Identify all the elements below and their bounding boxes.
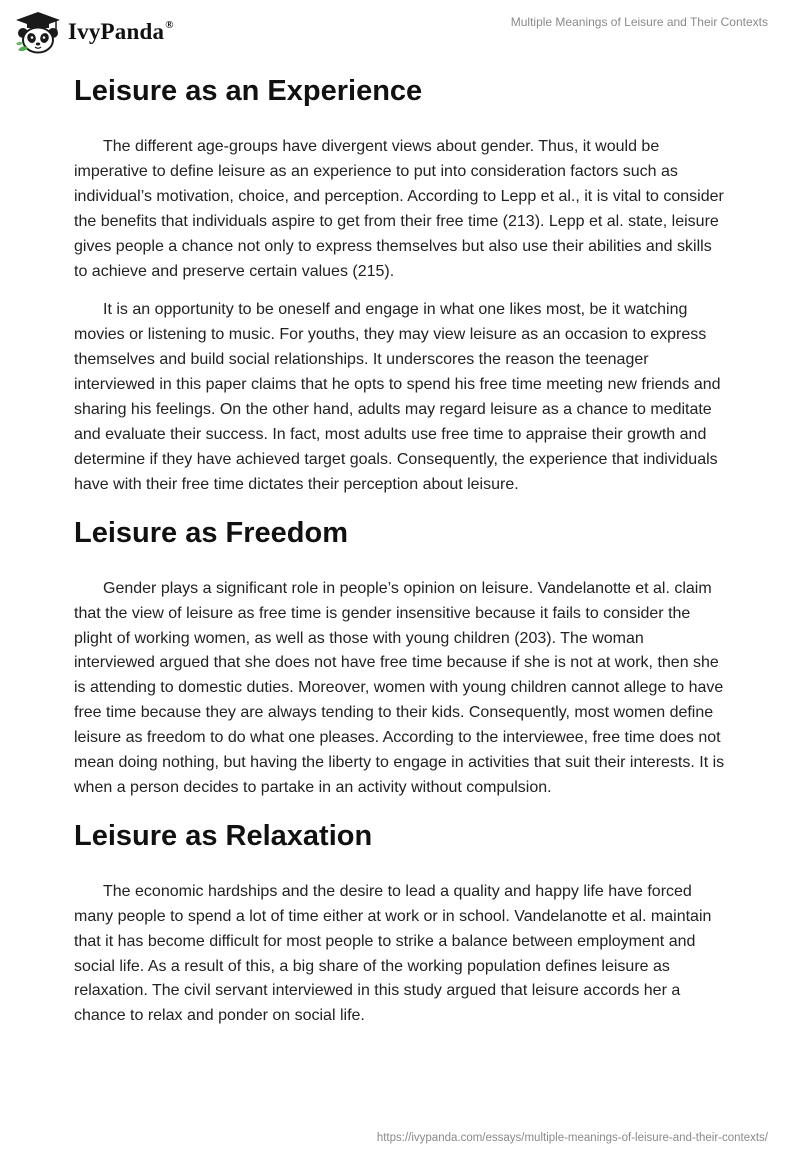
section-freedom: [74, 514, 728, 801]
section-heading: Leisure as an Experience: [74, 75, 423, 107]
paragraph: It is an opportunity to be oneself and engage in what one likes most, be it watching movies or listening to music. For youths, they may view leisure as an occasion to express themselves and build social relationships. It underscores the reason the teenager interviewed in this paper claims that he opts to spend his free time meeting new friends and sharing his feelings. On the other hand, adults may regard leisure as a chance to meditate and evaluate their success. In fact, most adults use free time to appraise their growth and determine if they have achieved target goals. Consequently, the experience that individuals have with their free time dictates their perception about leisure.: [74, 301, 721, 493]
paragraph: The different age-groups have divergent views about gender. Thus, it would be imperative to define leisure as an experience to put into consideration factors such as individual’s motivation, choice, and perception. According to Lepp et al., it is vital to consider the benefits that individuals aspire to get from their free time (213). Lepp et al. state, leisure gives people a chance not only to express themselves but also use their abilities and skills to achieve and preserve certain values (215).: [74, 138, 724, 280]
section-heading: Leisure as Relaxation: [74, 819, 373, 852]
brand-name: IvyPanda®: [68, 19, 174, 44]
ivypanda-logo[interactable]: [14, 10, 174, 54]
section-relaxation: [74, 817, 728, 1029]
section-experience: [74, 72, 728, 498]
document-title: Multiple Meanings of Leisure and Their Contexts: [510, 15, 768, 29]
article-body: [74, 72, 728, 1029]
source-url[interactable]: https://ivypanda.com/essays/multiple-meanings-of-leisure-and-their-contexts/: [376, 1132, 768, 1144]
section-heading: Leisure as Freedom: [74, 516, 348, 549]
paragraph: The economic hardships and the desire to lead a quality and happy life have forced many people to spend a lot of time either at work or in school. Vandelanotte et al. maintain that it has become difficult for most people to strike a balance between employment and social life. As a result of this, a big share of the working population defines leisure as relaxation. The civil servant interviewed in this study argued that leisure accords her a chance to relax and ponder on social life.: [74, 882, 712, 1025]
panda-graduate-icon: [14, 10, 62, 54]
paragraph: Gender plays a significant role in people’s opinion on leisure. Vandelanotte et al. claim that the view of leisure as free time is gender insensitive because it fails to consider the plight of working women, as well as those with young children (203). The woman interviewed argued that she does not have free time because if she is not at work, then she is attending to domestic duties. Moreover, women with young children cannot allege to have free time because they are always tending to their kids. Consequently, most women define leisure as freedom to do what one pleases. According to the interviewee, free time does not mean doing nothing, but having the liberty to engage in activities that suit their interests. It is when a person decides to partake in an activity without compulsion.: [74, 579, 725, 796]
page-header: [0, 0, 800, 62]
